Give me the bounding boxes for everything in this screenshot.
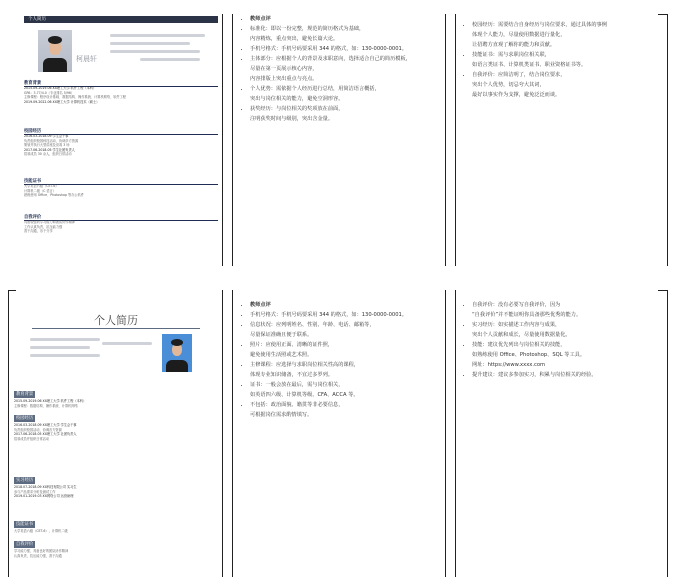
edu-line: GPA：3.77/4.0（专业排名 5/96） <box>24 90 75 95</box>
note-item: 体现个人能力，尽量使用数据进行量化， <box>472 32 566 38</box>
note-item: 内容精炼，重点突出，避免长篇大论。 <box>250 36 339 42</box>
resume-page-4 <box>12 298 220 577</box>
note-item: 最好以事实作为支撑，避免泛泛而谈。 <box>472 92 561 98</box>
self-line: 具备较强的学习能力和团队协作精神 <box>24 220 75 224</box>
page-corner <box>658 290 668 291</box>
note-item: • 不包括：政治面貌、籍贯等非必要信息， <box>250 400 440 410</box>
note-item: 可根据岗位需求酌情填写。 <box>250 412 313 418</box>
work-line: 2019.01-2019.03 XX网络公司 运营助理 <box>14 494 74 499</box>
resume-big-title: 个人简历 <box>94 314 138 327</box>
campus-line: 2016.03-2018.09 学生会干事 <box>24 134 69 138</box>
notes-page-3 <box>462 20 662 260</box>
edu-line: 主修课程：数据结构、操作系统、计算机网络 <box>14 403 78 408</box>
page-border <box>232 290 233 577</box>
note-item: • 个人优势：需依据个人经历进行总结，用简洁语言概括， <box>250 84 440 94</box>
profile-photo <box>38 30 72 72</box>
section-header-edu: 教育背景 <box>16 392 34 397</box>
self-line: 工作认真负责，抗压能力强 <box>24 224 63 229</box>
note-link[interactable]: 网址：https://www.xxxx.com <box>472 362 546 368</box>
note-item: • 技能：建议优先列出与岗位相关的技能， <box>472 340 662 350</box>
note-item: 如语言类证书、计算机类证书、职业资格证书等。 <box>472 62 587 68</box>
campus-line: 2017.06-2018.05 学生社团负责人 <box>24 147 75 152</box>
page-border <box>445 14 446 266</box>
section-header-campus: 校园经历 <box>24 128 218 135</box>
profile-photo <box>162 334 192 372</box>
page-border <box>445 290 446 577</box>
note-item: 突出与岗位相关的能力，避免空洞形容。 <box>250 96 344 102</box>
skill-line: 计算机二级（C 语言） <box>24 188 56 193</box>
campus-line: 负责组织校园活动，协调各方资源 <box>14 427 62 432</box>
note-item: 突出个人贡献和成长，尽量使用数据量化。 <box>472 332 571 338</box>
page-border <box>232 14 233 266</box>
page-border <box>8 290 9 577</box>
section-header-self: 自我评价 <box>24 214 218 221</box>
section-header-skills: 技能证书 <box>16 522 34 527</box>
note-heading: • 教师点评 <box>250 300 440 310</box>
note-item: • 提升建议：建议多参加实习，积累与岗位相关的经验。 <box>472 370 662 380</box>
campus-line: 2016.03-2018.09 XX理工大学 学生会干事 <box>14 423 77 427</box>
note-item: 让招聘方直观了解你的能力和贡献。 <box>472 42 556 48</box>
note-item: • 标准化：即以一份完整，规范的简历格式为基础， <box>250 24 440 34</box>
note-item: 尽量保证准确且便于联系。 <box>250 332 313 338</box>
notes-page-5 <box>240 300 440 570</box>
note-item: • 校园经历：需要结合自身经历与岗位要求，通过具体的事例 <box>472 20 662 30</box>
note-item: 如熟练使用 Office、Photoshop、SQL 等工具。 <box>472 352 586 358</box>
section-header-self: 自我评价 <box>16 542 34 547</box>
note-item: • 获奖经历：与岗位相关的奖项放在前面， <box>250 104 440 114</box>
self-line: 认真负责，抗压能力强，善于沟通 <box>14 553 62 558</box>
note-item: • 实习经历：如实描述工作内容与成果， <box>472 320 662 330</box>
resume-page-1 <box>10 14 225 264</box>
self-line: 学习能力强，具备良好的团队协作精神 <box>14 549 69 553</box>
edu-line: 2015.09-2019.06 XX理工大学 软件工程（本科） <box>24 86 97 90</box>
campus-line: 招募成员并组织日常活动 <box>14 436 50 441</box>
note-item: • 主修课程：应选择与求职岗位相关性高的课程， <box>250 360 440 370</box>
note-item: • 手机号格式：手机号码要采用 344 的格式，如：130-0000-0001。 <box>250 310 440 320</box>
section-header-skills: 技能证书 <box>24 178 218 185</box>
note-item: 注明获奖时间与级别，突出含金量。 <box>250 116 334 122</box>
page-border <box>455 290 456 577</box>
note-item: 内容排版上突出重点与亮点。 <box>250 76 318 82</box>
campus-line: 2017.06-2018.05 XX理工大学 社团负责人 <box>14 432 77 437</box>
edu-line: 主修课程：程序设计基础、数据结构、操作系统、计算机网络、软件工程 <box>24 95 126 100</box>
campus-line: 招募成员 30 余人，组织日常活动 <box>24 152 72 157</box>
edu-line: 2015.09-2019.06 XX理工大学 软件工程（本科） <box>14 399 87 403</box>
notes-page-6 <box>462 300 662 570</box>
skill-line: 熟练使用 Office、Photoshop 等办公软件 <box>24 193 84 198</box>
note-item: • 主体部分：应根据个人的背景及求职意向，选择适合自己的简历模板， <box>250 54 440 64</box>
note-item: 如英语四六级、计算机等级、CFA、ACCA 等。 <box>250 392 359 398</box>
page-border <box>222 14 223 266</box>
section-header-edu: 教育背景 <box>24 80 218 87</box>
note-item: • 技能证书：需与求职岗位相关联， <box>472 50 662 60</box>
section-header-work: 实习经历 <box>16 478 34 483</box>
notes-page-2 <box>240 14 440 264</box>
campus-line: 策划并执行大型讲座及竞赛 3 场 <box>24 143 70 148</box>
page-border <box>667 14 668 266</box>
skill-line: 大学英语六级（CET-6） <box>24 184 59 188</box>
page-border <box>222 290 223 577</box>
note-item: 突出个人优势，切忌夸大其词， <box>472 82 545 88</box>
campus-line: 负责组织校园科技活动，协调多方资源 <box>24 138 79 143</box>
skill-line: 大学英语六级（CET-6），计算机二级 <box>14 529 68 533</box>
page-corner <box>8 290 16 291</box>
note-item: 避免使用生活照或艺术照。 <box>250 352 313 358</box>
section-header-campus: 校园经历 <box>16 416 34 421</box>
note-heading: • 教师点评 <box>250 14 440 24</box>
resume-title: 个人简历 <box>28 17 46 22</box>
edu-line: 2019.09-2022.06 XX理工大学 计算机技术（硕士） <box>24 99 100 104</box>
candidate-name: 柯晨轩 <box>76 55 97 63</box>
title-rule <box>32 328 200 329</box>
page-border <box>667 290 668 577</box>
note-item: • 手机号格式：手机号码要采用 344 的格式，如：130-0000-0001。 <box>250 44 440 54</box>
note-item: 尽量在第一页展示核心内容， <box>250 66 318 72</box>
note-item: • 照片：应使用正面、清晰的证件照， <box>250 340 440 350</box>
note-item: • 信息状况：应列明姓名、性别、年龄、电话、邮箱等， <box>250 320 440 330</box>
note-item: “自我评价”并不能证明你具备那些优秀的能力。 <box>472 312 582 318</box>
note-item: 体现专业知识储备，不宜过多罗列。 <box>250 372 334 378</box>
note-item: • 自我评价：没有必要写自我评价，因为 <box>472 300 662 310</box>
note-item: • 自我评价：应简洁明了，结合岗位要求， <box>472 70 662 80</box>
note-item: • 证书：一般会放在最后，需与岗位相关， <box>250 380 440 390</box>
work-line: 2018.07-2018.09 XX科技有限公司 实习生 <box>14 485 77 489</box>
page-border <box>455 14 456 266</box>
page-corner <box>658 14 668 15</box>
self-line: 善于沟通，乐于分享 <box>24 229 53 234</box>
work-line: 参与产品需求分析及测试工作 <box>14 489 56 494</box>
resume-title-bar <box>24 16 218 23</box>
